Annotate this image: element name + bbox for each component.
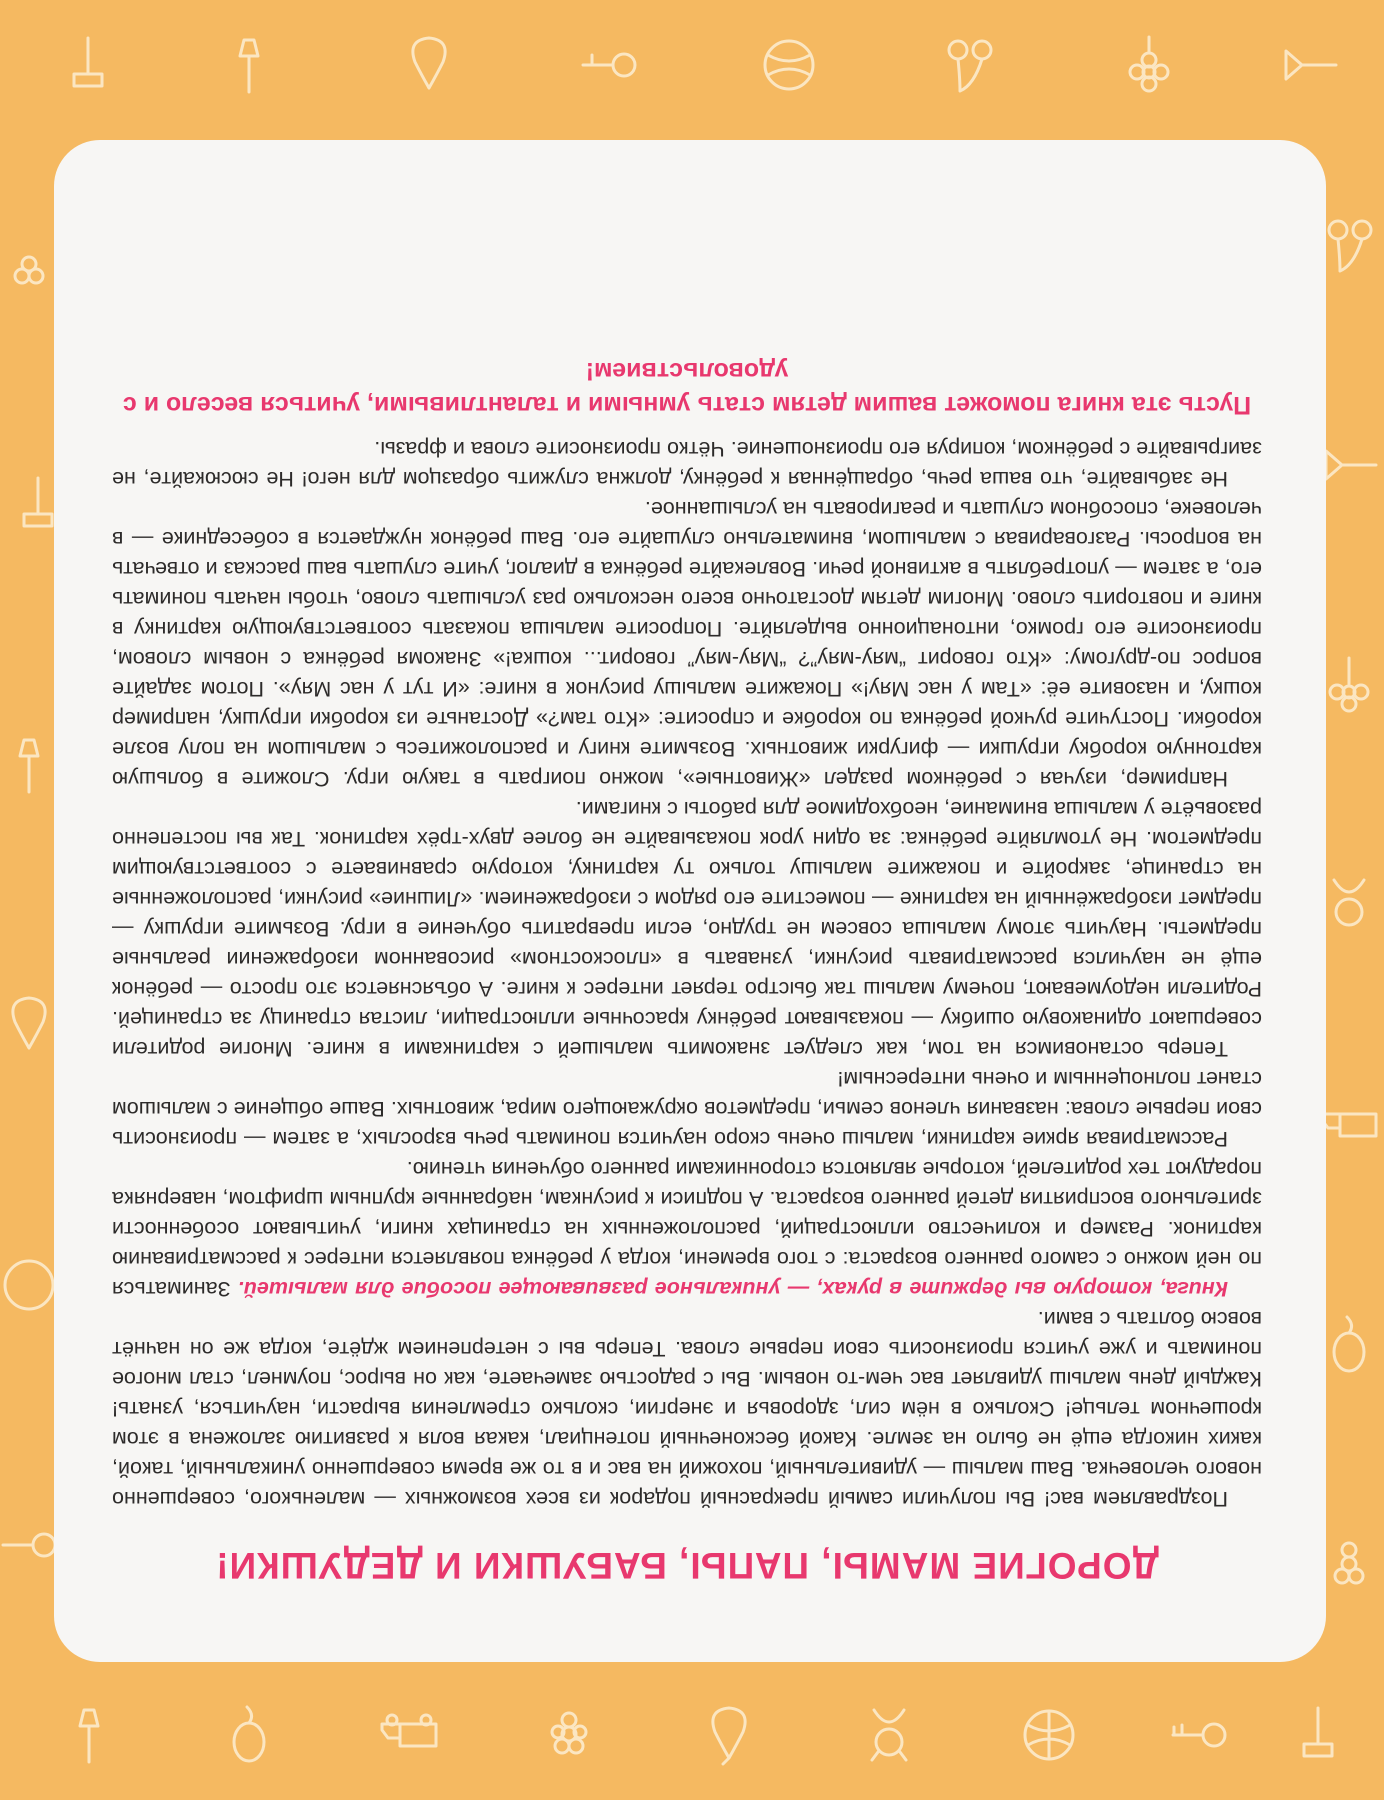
page-title: ДОРОГИЕ МАМЫ, ПАПЫ, БАБУШКИ И ДЕДУШКИ! bbox=[215, 1545, 1159, 1586]
closing-wish: Пусть эта книга поможет вашим детям стать умными и талантливыми, учиться весело и с удовольствием! bbox=[122, 357, 1252, 419]
pear-icon bbox=[694, 1700, 764, 1770]
ball-icon bbox=[754, 30, 824, 100]
animal-icon bbox=[854, 1700, 924, 1770]
trumpet-icon bbox=[1274, 30, 1344, 100]
book-intro-highlight: Книга, которую вы держите в руках, — уникальное развивающее пособие для малышей. bbox=[237, 1277, 1228, 1301]
pear-icon bbox=[394, 30, 464, 100]
grapes-icon bbox=[534, 1700, 604, 1770]
balloon-icon bbox=[214, 1700, 284, 1770]
shovel-icon bbox=[214, 30, 284, 100]
paragraph-book-intro bbox=[112, 1154, 1262, 1304]
paragraph-game-example: Например, изучая с ребёнком раздел «Животные», можно поиграть в такую игру. Сложите в большую картонную коробку игрушки — фигурки животных. Возьмите книгу и расположитесь с малышом на полу возле коробки. Постучите ручкой ребёнка по коробке и спросите: «Кто там?» Достаньте из коробки игрушку, например кошку, и назовите её: «Там у нас Мяу!» Покажите малышу рисунок в книге: «И тут у нас Мяу». Потом задайте вопрос по-другому: «Кто говорит “мяу-мяу”? “Мяу-мяу” говорит... кошка!» Знакомя ребёнка с новым словом, произносите его громко, интонационно выделяйте. Попросите малыша показать соответствующую картинку в книге и повторить слово. Многим детям достаточно всего несколько раз услышать слово, чтобы начать понимать его, а затем — употреблять в активной речи. Вовлекайте ребёнка в диалог, учите слушать ваш рассказ и отвечать на вопросы. Разговаривая с малышом, внимательно слушайте его. Ваш ребёнок нуждается в собеседнике — в человеке, способном слушать и реагировать на услышанное. bbox=[112, 497, 1262, 791]
paragraph-how-to-show: Теперь остановимся на том, как следует знакомить малышей с картинками в книге. Многие родители совершают одинаковую ошибку — показывают ребёнку красочные иллюстрации, листая страницу за страницей. Родители недоумевают, почему малыш так быстро теряет интерес к книге. А объясняется это просто — ребёнок ещё не научился рассматривать рисунки, узнавать в «плоскостном» рисованном изображении реальные предметы. Научить этому малыша совсем не трудно, если превратить обучение в игру. Возьмите игрушку — предмет изображённый на картинке — поместите его рядом с изображением. «Лишние» рисунки, расположенные на странице, закройте и покажите малышу только ту картинку, которую сравниваете с соответствующим предметом. Не утомляйте ребёнка: за один урок показывайте не более двух-трёх картинок. Так вы постепенно разовьёте у малыша внимание, необходимое для работы с книгами. bbox=[112, 797, 1262, 1061]
flower-icon bbox=[1114, 30, 1184, 100]
paragraph-greeting: Поздравляем вас! Вы получили самый прекрасный подарок из всех возможных — маленького, совершенно нового человечка. Ваш малыш — удивительный, похожий на вас и в то же время совершенно уникальный, такой, каких никогда ещё не было на земле. Какой бесконечный потенциал, какая воля к развитию заложена в этом крошечном тельце! Сколько в нём сил, здоровья и энергии, сколько стремления вырасти, научиться, узнать! Каждый день малыш удивляет вас чем-то новым. Вы с радостью замечаете, как он вырос, поумнел, стал многое понимать и уже учится произносить свои первые слова. Теперь вы с нетерпением ждёте, когда же он начнёт вовсю болтать с вами. bbox=[112, 1307, 1262, 1511]
key-icon bbox=[1164, 1700, 1234, 1770]
hammer-icon bbox=[1274, 1700, 1344, 1770]
truck-icon bbox=[374, 1700, 444, 1770]
ball-icon bbox=[1014, 1700, 1084, 1770]
key-icon bbox=[574, 30, 644, 100]
text-panel bbox=[54, 140, 1326, 1662]
book-intro-text: Заниматься по ней можно с самого раннего возраста: с того времени, когда у ребёнка появляется интерес к рассматриванию картинок. Размер и количество иллюстраций, расположенных на страницах книги, учитывают особенности зрительного восприятия детей раннего возраста. А подписи к рисункам, набранные крупным шрифтом, наверняка порадуют тех родителей, которые являются сторонниками раннего обучения чтению. bbox=[112, 1157, 1262, 1301]
paragraph-speech: Не забывайте, что ваша речь, обращённая к ребёнку, должна служить образцом для него! Не сюсюкайте, не заигрывайте с ребёнком, копируя его произношение. Чётко произносите слова и фразы. bbox=[112, 437, 1262, 491]
shovel-icon bbox=[54, 1700, 124, 1770]
hammer-icon bbox=[44, 30, 114, 100]
paragraph-first-words: Рассматривая яркие картинки, малыш очень скоро научится понимать речь взрослых, а затем — произносить свои первые слова: названия членов семьи, предметов окружающего мира, животных. Ваше общение с малышом станет полноценным и очень интересным! bbox=[112, 1067, 1262, 1151]
cherries-icon bbox=[934, 30, 1004, 100]
